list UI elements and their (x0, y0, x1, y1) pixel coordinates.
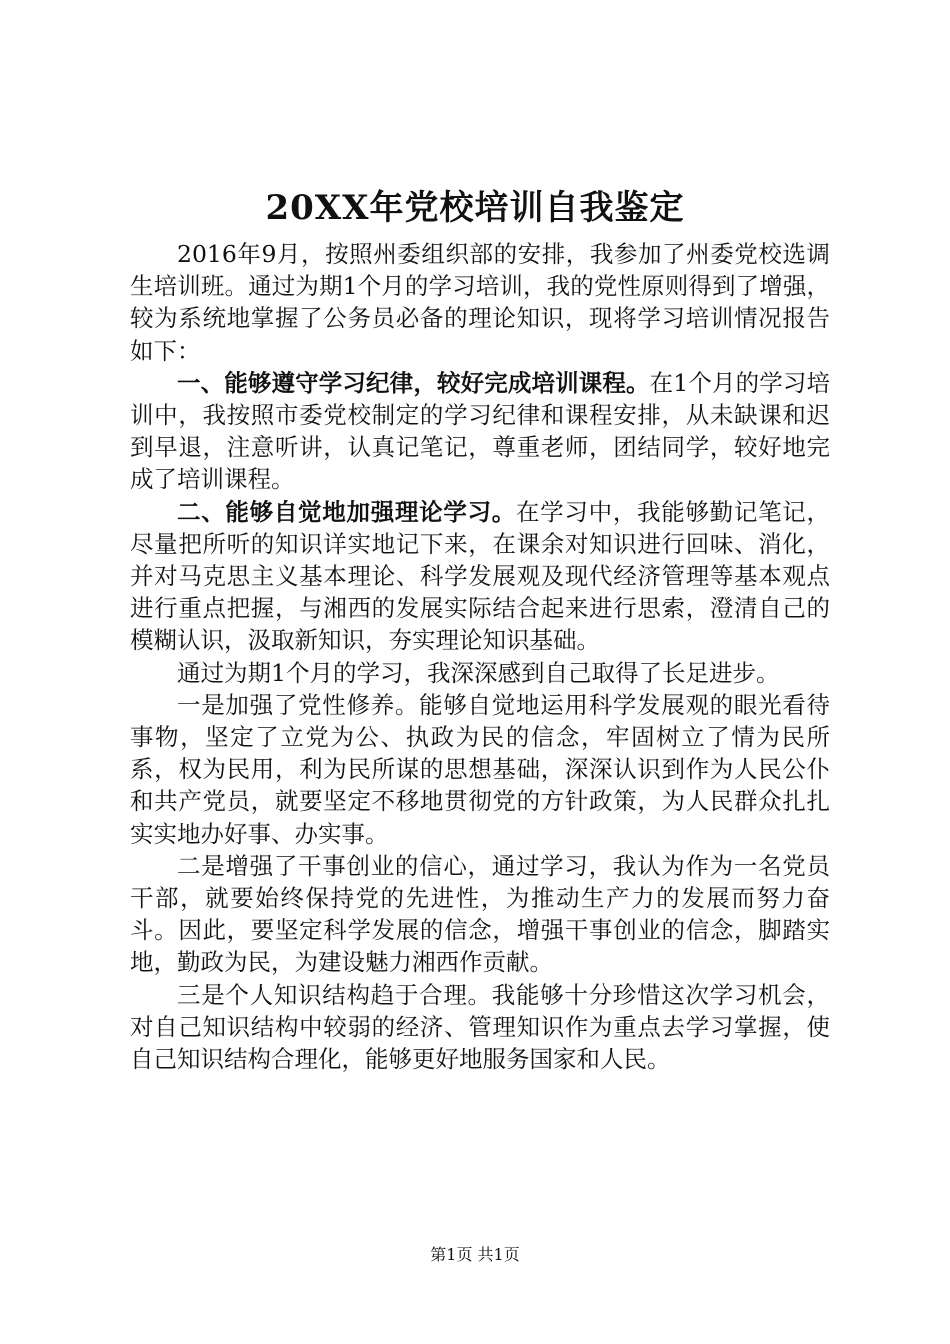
paragraph-text: 在1个月的学习培训中，我按照市委党校制定的学习纪律和课程安排，从未缺课和迟到早退，注意听讲，认真记笔记，尊重老师，团结同学，较好地完成了培训课程。 (130, 368, 831, 494)
paragraph-text: 一是加强了党性修养。能够自觉地运用科学发展观的眼光看待事物，坚定了立党为公、执政为民的信念，牢固树立了情为民所系，权为民用，利为民所谋的思想基础，深深认识到作为人民公仆和共产党员，就要坚定不移地贯彻党的方针政策，为人民群众扎扎实实地办好事、办实事。 (130, 690, 830, 848)
paragraph-text: 通过为期1个月的学习，我深深感到自己取得了长足进步。 (177, 658, 780, 687)
paragraph-point-three (130, 979, 830, 1076)
paragraph-summary (130, 657, 830, 689)
paragraph-text: 在学习中，我能够勤记笔记，尽量把所听的知识详实地记下来，在课余对知识进行回味、消化，并对马克思主义基本理论、科学发展观及现代经济管理等基本观点进行重点把握，与湘西的发展实际结合起来进行思索，澄清自己的模糊认识，汲取新知识，夯实理论知识基础。 (130, 497, 831, 655)
paragraph-lead: 一、能够遵守学习纪律，较好完成培训课程。 (177, 368, 650, 397)
page-footer: 第1页 共1页 (430, 1245, 520, 1264)
paragraph-point-two (130, 850, 830, 979)
document-title: 20XX年党校培训自我鉴定 (265, 188, 685, 228)
document-body (130, 238, 830, 1075)
paragraph-section-two (130, 496, 830, 657)
paragraph-intro (130, 238, 830, 367)
paragraph-text: 二是增强了干事创业的信心，通过学习，我认为作为一名党员干部，就要始终保持党的先进性，为推动生产力的发展而努力奋斗。因此，要坚定科学发展的信念，增强干事创业的信念，脚踏实地，勤政为民，为建设魅力湘西作贡献。 (130, 851, 830, 977)
paragraph-text: 2016年9月，按照州委组织部的安排，我参加了州委党校选调生培训班。通过为期1个月的学习培训，我的党性原则得到了增强，较为系统地掌握了公务员必备的理论知识，现将学习培训情况报告如下： (130, 240, 830, 365)
paragraph-lead: 二、能够自觉地加强理论学习。 (177, 497, 516, 526)
paragraph-text: 三是个人知识结构趋于合理。我能够十分珍惜这次学习机会，对自己知识结构中较弱的经济、管理知识作为重点去学习掌握，使自己知识结构合理化，能够更好地服务国家和人民。 (130, 980, 830, 1074)
paragraph-point-one (130, 689, 830, 850)
paragraph-section-one (130, 367, 830, 496)
